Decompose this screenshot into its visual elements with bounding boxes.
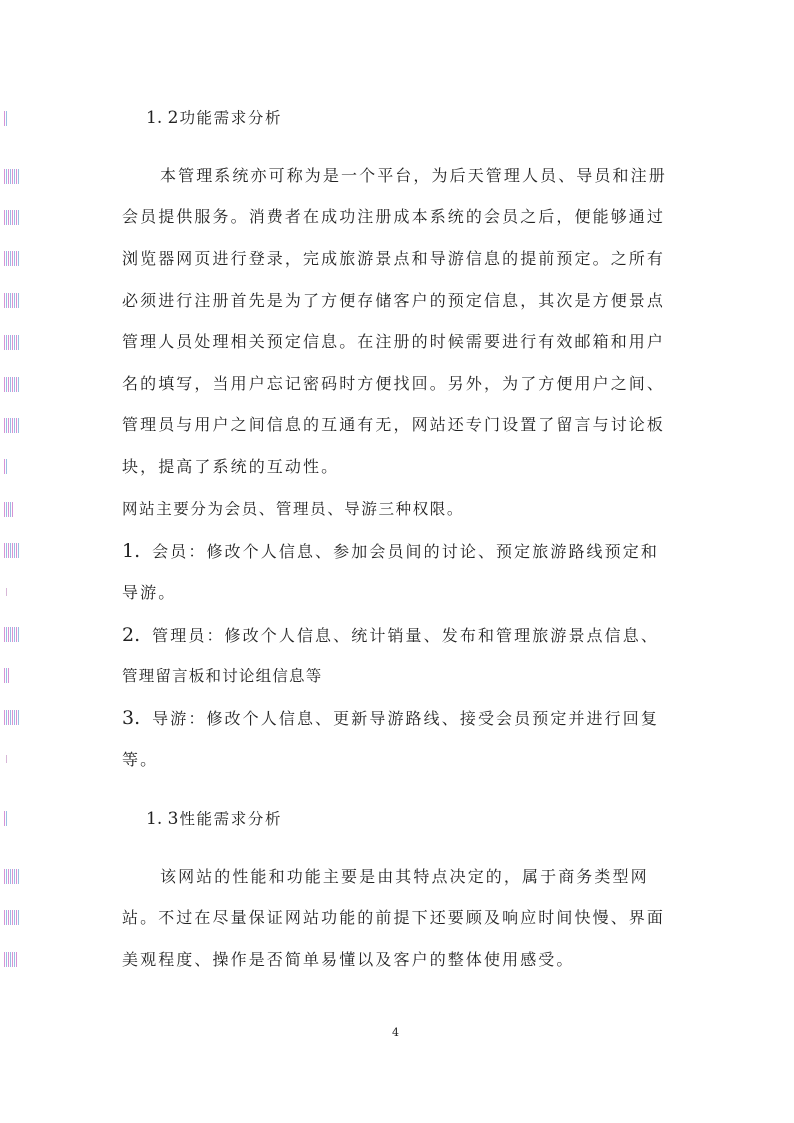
margin-mark bbox=[4, 111, 8, 126]
paragraph-line: 站。不过在尽量保证网站功能的前提下还要顾及响应时间快慢、界面 bbox=[122, 908, 666, 927]
margin-mark bbox=[4, 459, 8, 474]
paragraph-line: 管理人员处理相关预定信息。在注册的时候需要进行有效邮箱和用户 bbox=[122, 332, 666, 351]
section-heading-1-2 bbox=[146, 107, 282, 129]
paragraph-line: 会员提供服务。消费者在成功注册成本系统的会员之后，便能够通过 bbox=[122, 207, 666, 226]
list-item-2-continuation: 管理留言板和讨论组信息等 bbox=[122, 667, 323, 685]
margin-mark bbox=[4, 377, 20, 392]
margin-mark bbox=[4, 710, 20, 725]
section-title: 功能需求分析 bbox=[179, 109, 283, 127]
margin-mark bbox=[4, 251, 20, 266]
paragraph-line: 本管理系统亦可称为是一个平台，为后天管理人员、导员和注册 bbox=[160, 166, 667, 185]
section-number: 1. 3 bbox=[146, 809, 179, 829]
paragraph-line: 块，提高了系统的互动性。 bbox=[122, 457, 340, 476]
list-text: 管理员：修改个人信息、统计销量、发布和管理旅游景点信息、 bbox=[152, 626, 659, 645]
margin-tick bbox=[6, 588, 7, 596]
list-text: 会员：修改个人信息、参加会员间的讨论、预定旅游路线预定和 bbox=[152, 542, 659, 561]
margin-mark bbox=[4, 668, 10, 683]
margin-mark bbox=[4, 811, 8, 826]
section-title: 性能需求分析 bbox=[179, 810, 283, 828]
margin-mark bbox=[4, 502, 13, 517]
paragraph-line: 该网站的性能和功能主要是由其特点决定的，属于商务类型网 bbox=[160, 867, 649, 886]
list-item-3 bbox=[122, 707, 659, 730]
paragraph-line: 名的填写，当用户忘记密码时方便找回。另外，为了方便用户之间、 bbox=[122, 374, 666, 393]
paragraph-line: 必须进行注册首先是为了方便存储客户的预定信息，其次是方便景点 bbox=[122, 291, 666, 310]
list-number: 1. bbox=[122, 540, 141, 562]
margin-mark bbox=[4, 418, 20, 433]
list-item-1-continuation: 导游。 bbox=[122, 583, 177, 602]
list-item-3-continuation: 等。 bbox=[122, 750, 159, 769]
margin-tick bbox=[6, 755, 7, 763]
margin-mark bbox=[4, 293, 20, 308]
section-heading-1-3 bbox=[146, 808, 282, 830]
list-item-2 bbox=[122, 624, 659, 647]
permissions-intro: 网站主要分为会员、管理员、导游三种权限。 bbox=[122, 500, 465, 518]
paragraph-line: 美观程度、操作是否简单易懂以及客户的整体使用感受。 bbox=[122, 950, 575, 969]
list-text: 导游：修改个人信息、更新导游路线、接受会员预定并进行回复 bbox=[152, 709, 659, 728]
margin-mark bbox=[4, 627, 20, 642]
list-number: 2. bbox=[122, 624, 141, 646]
page-number: 4 bbox=[392, 1026, 399, 1039]
margin-mark bbox=[4, 952, 18, 967]
margin-mark bbox=[4, 210, 20, 225]
margin-mark bbox=[4, 910, 20, 925]
margin-mark bbox=[4, 169, 20, 184]
section-number: 1. 2 bbox=[146, 108, 179, 128]
paragraph-line: 管理员与用户之间信息的互通有无，网站还专门设置了留言与讨论板 bbox=[122, 415, 666, 434]
list-number: 3. bbox=[122, 707, 141, 729]
margin-mark bbox=[4, 335, 20, 350]
margin-mark bbox=[4, 869, 20, 884]
paragraph-line: 浏览器网页进行登录，完成旅游景点和导游信息的提前预定。之所有 bbox=[122, 249, 666, 268]
margin-mark bbox=[4, 543, 20, 558]
list-item-1 bbox=[122, 540, 659, 563]
